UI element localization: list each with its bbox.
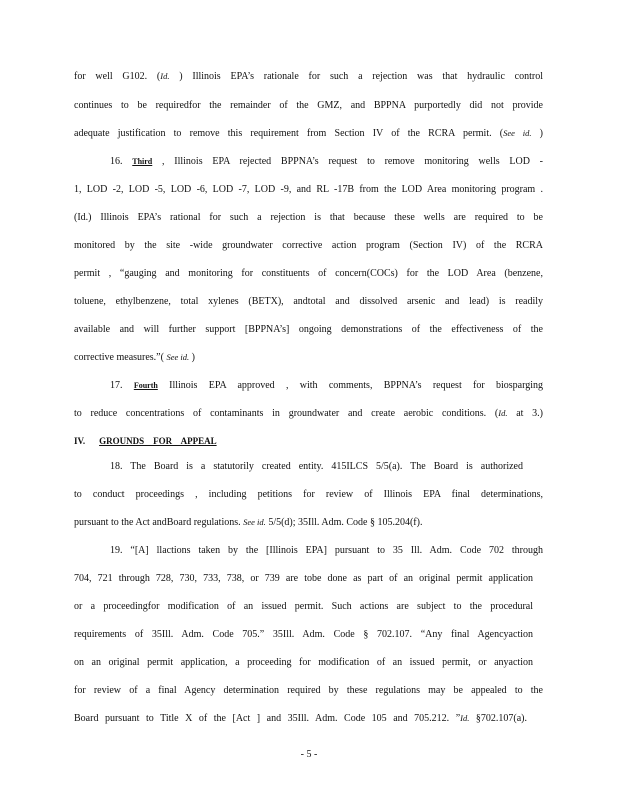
paragraph-19-first-line: 19. “[A] llactions taken by the [Illinois EPA] pursuant to 35 Ill. Adm. Code 702 through [110,545,543,556]
text-line: requirements of 35Ill. Adm. Code 705.” 35Ill. Adm. Code § 702.107. “Any final Agencyaction [74,629,533,640]
text-line: monitored by the site -wide groundwater corrective action program (Section IV) of the RCRA [74,240,543,251]
text-line: toluene, ethylbenzene, total xylenes (BETX), andtotal and dissolved arsenic and lead) is readily [74,296,543,307]
text-line: corrective measures.”( See id. ) [74,352,195,363]
text-line: permit , “gauging and monitoring for constituents of concern(COCs) for the LOD Area (benzene, [74,268,543,279]
paragraph-18-first-line: 18. The Board is a statutorily created entity. 415ILCS 5/5(a). The Board is authorized [110,461,523,472]
text-line: to conduct proceedings , including petitions for review of Illinois EPA final determinations, [74,489,543,500]
text-line: Board pursuant to Title X of the [Act ] and 35Ill. Adm. Code 105 and 705.212. ”Id. §702.107(a). [74,713,527,724]
text-line: for well G102. (Id. ) Illinois EPA’s rationale for such a rejection was that hydraulic control [74,71,543,82]
text-line: 704, 721 through 728, 730, 733, 738, or 739 are tobe done as part of an original permit application [74,573,533,584]
text-line: or a proceedingfor modification of an issued permit. Such actions are subject to the procedural [74,601,533,612]
text-line: on an original permit application, a proceeding for modification of an issued permit, or anyaction [74,657,533,668]
page-number: - 5 - [300,749,318,760]
text-line: pursuant to the Act andBoard regulations. See id. 5/5(d); 35Ill. Adm. Code § 105.204(f). [74,517,423,528]
text-line: to reduce concentrations of contaminants in groundwater and create aerobic conditions. (Id. at 3.) [74,408,543,419]
text-line: 1, LOD -2, LOD -5, LOD -6, LOD -7, LOD -9, and RL -17B from the LOD Area monitoring program . [74,184,543,195]
text-line: available and will further support [BPPNA’s] ongoing demonstrations of the effectiveness of the [74,324,543,335]
paragraph-16-first-line: 16. Third , Illinois EPA rejected BPPNA’s request to remove monitoring wells LOD - [110,156,543,167]
text-line: for review of a final Agency determination required by these regulations may be appealed to the [74,685,543,696]
text-line: adequate justification to remove this requirement from Section IV of the RCRA permit. (See id. ) [74,128,543,139]
text-line: (Id.) Illinois EPA’s rational for such a rejection is that because these wells are required to be [74,212,543,223]
paragraph-17-first-line: 17. Fourth Illinois EPA approved , with comments, BPPNA’s request for biosparging [110,380,543,391]
section-heading: IV. GROUNDS FOR APPEAL [74,436,217,446]
text-line: continues to be requiredfor the remainder of the GMZ, and BPPNA purportedly did not provide [74,100,543,111]
